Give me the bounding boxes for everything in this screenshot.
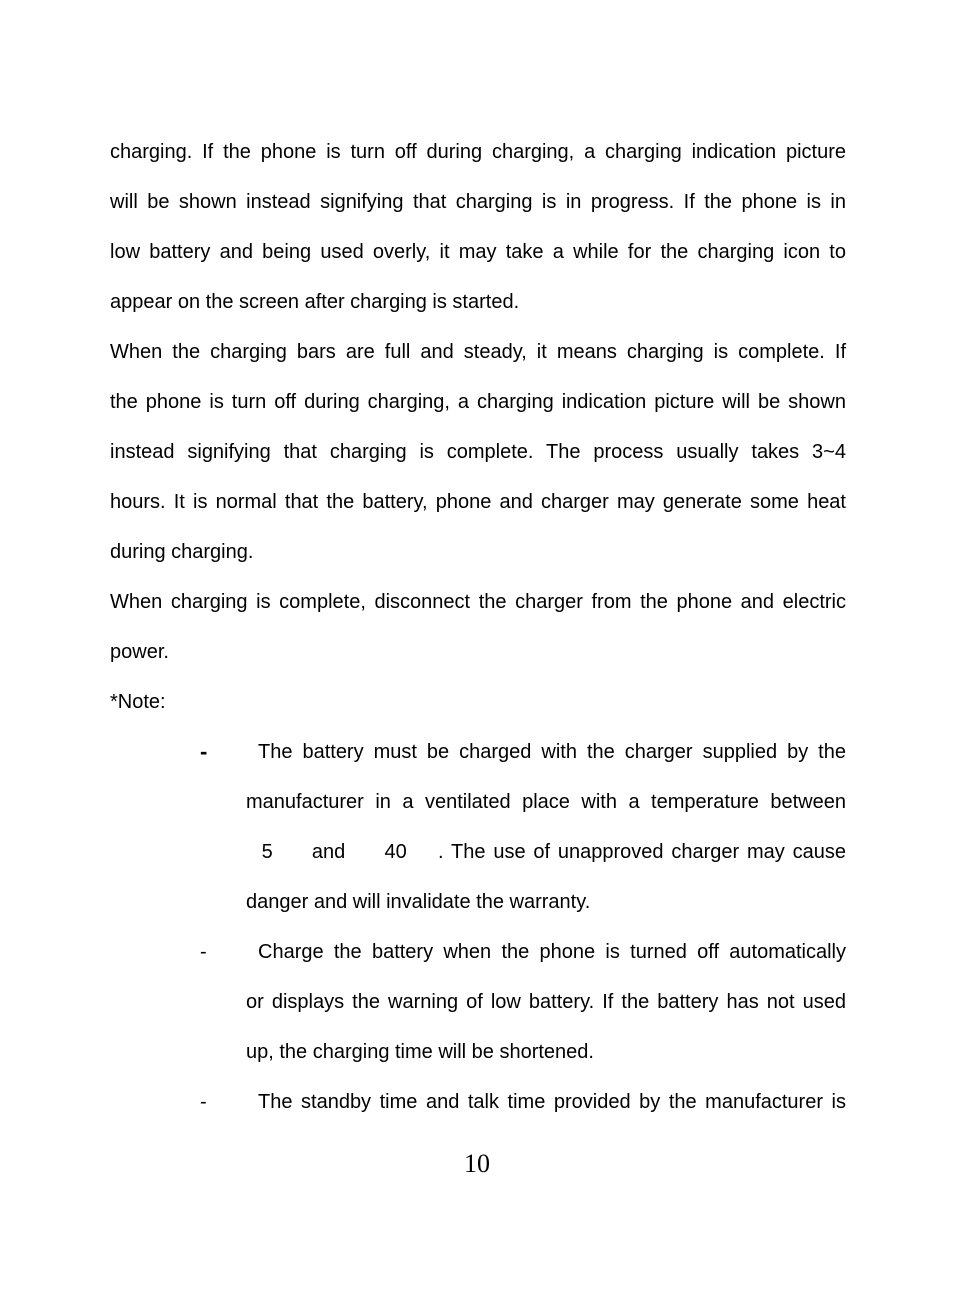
note-item <box>110 727 846 927</box>
text-line: The standby time and talk time provided by the manufacturer is <box>258 1091 846 1113</box>
note-item <box>110 927 846 1077</box>
note-line <box>110 977 846 1027</box>
text-line: instead signifying that charging is complete. The process usually takes 3~4 <box>110 441 846 463</box>
note-line <box>110 1027 846 1077</box>
note-first-line <box>110 927 846 977</box>
dash-bullet: - <box>200 941 207 963</box>
text-line: The battery must be charged with the charger supplied by the <box>258 741 846 763</box>
text-line: the phone is turn off during charging, a charging indication picture will be shown <box>110 391 846 413</box>
text-line: When the charging bars are full and steady, it means charging is complete. If <box>110 341 846 363</box>
dash-bullet: - <box>200 739 208 764</box>
paragraph-disconnect <box>110 577 846 677</box>
note-line <box>110 877 846 927</box>
note-first-line <box>110 1077 846 1127</box>
text-line: hours. It is normal that the battery, phone and charger may generate some heat <box>110 491 846 513</box>
text-line: during charging. <box>110 541 254 563</box>
text-line: 5 and 40 . The use of unapproved charger may cause <box>246 841 846 863</box>
text-line: danger and will invalidate the warranty. <box>246 891 591 913</box>
text-line: manufacturer in a ventilated place with a temperature between <box>246 791 846 813</box>
note-line <box>110 827 846 877</box>
dash-bullet: - <box>200 1091 207 1113</box>
page-body <box>110 127 846 1127</box>
paragraph-charging-complete <box>110 327 846 577</box>
note-line <box>110 777 846 827</box>
note-item <box>110 1077 846 1127</box>
text-line: will be shown instead signifying that charging is in progress. If the phone is in <box>110 191 846 213</box>
text-line: charging. If the phone is turn off during charging, a charging indication picture <box>110 141 846 163</box>
note-label: *Note: <box>110 691 166 713</box>
note-first-line <box>110 727 846 777</box>
paragraph-charging-progress <box>110 127 846 327</box>
page-number: 10 <box>464 1149 490 1178</box>
text-line: low battery and being used overly, it may take a while for the charging icon to <box>110 241 846 263</box>
text-line: power. <box>110 641 169 663</box>
text-line: appear on the screen after charging is started. <box>110 291 520 313</box>
text-line: up, the charging time will be shortened. <box>246 1041 594 1063</box>
text-line: Charge the battery when the phone is turned off automatically <box>258 941 846 963</box>
text-line: or displays the warning of low battery. If the battery has not used <box>246 991 846 1013</box>
text-line: When charging is complete, disconnect the charger from the phone and electric <box>110 591 846 613</box>
